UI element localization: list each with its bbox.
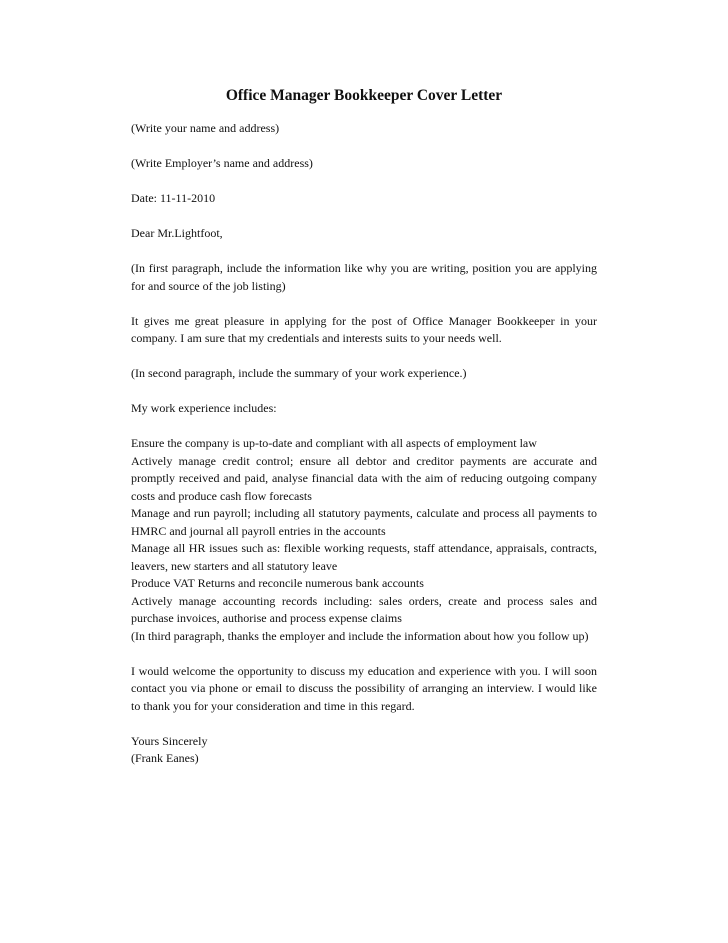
experience-item: Manage all HR issues such as: flexible working requests, staff attendance, appraisals, contracts, leavers, new starters and all statutory leave bbox=[131, 541, 597, 573]
second-paragraph-instruction: (In second paragraph, include the summary of your work experience.) bbox=[131, 366, 467, 380]
experience-item: Actively manage credit control; ensure all debtor and creditor payments are accurate and promptly received and paid, analyse financial data with the aim of reducing outgoing company costs and produce cash flow forecasts bbox=[131, 453, 597, 503]
signature-block bbox=[131, 733, 597, 768]
experience-item: Actively manage accounting records including: sales orders, create and process sales and purchase invoices, authorise and process expense claims bbox=[131, 593, 597, 625]
letter-date: Date: 11-11-2010 bbox=[131, 191, 216, 205]
letter-page bbox=[131, 86, 597, 768]
letter-title: Office Manager Bookkeeper Cover Letter bbox=[225, 87, 503, 104]
experience-item: Manage and run payroll; including all statutory payments, calculate and process all payments to HMRC and journal all payroll entries in the accounts bbox=[131, 506, 597, 538]
experience-intro: My work experience includes: bbox=[131, 401, 277, 415]
salutation: Dear Mr.Lightfoot, bbox=[131, 226, 223, 240]
first-paragraph: It gives me great pleasure in applying for the post of Office Manager Bookkeeper in your company. I am sure that my credentials and interests suits to your needs well. bbox=[131, 313, 597, 345]
closing-paragraph: I would welcome the opportunity to discuss my education and experience with you. I will soon contact you via phone or email to discuss the possibility of arranging an interview. I would like to thank you for your consideration and time in this regard. bbox=[131, 663, 597, 713]
employer-placeholder: (Write Employer’s name and address) bbox=[131, 156, 313, 170]
experience-item: Produce VAT Returns and reconcile numerous bank accounts bbox=[131, 576, 424, 590]
experience-item: Ensure the company is up-to-date and compliant with all aspects of employment law bbox=[131, 436, 537, 450]
signature-name: (Frank Eanes) bbox=[131, 751, 199, 765]
sender-placeholder: (Write your name and address) bbox=[131, 121, 280, 135]
closing-phrase: Yours Sincerely bbox=[131, 733, 208, 748]
third-paragraph-instruction: (In third paragraph, thanks the employer and include the information about how you follow up) bbox=[131, 628, 589, 643]
first-paragraph-instruction: (In first paragraph, include the information like why you are writing, position you are applying for and source of the job listing) bbox=[131, 261, 597, 293]
experience-list bbox=[131, 435, 597, 645]
